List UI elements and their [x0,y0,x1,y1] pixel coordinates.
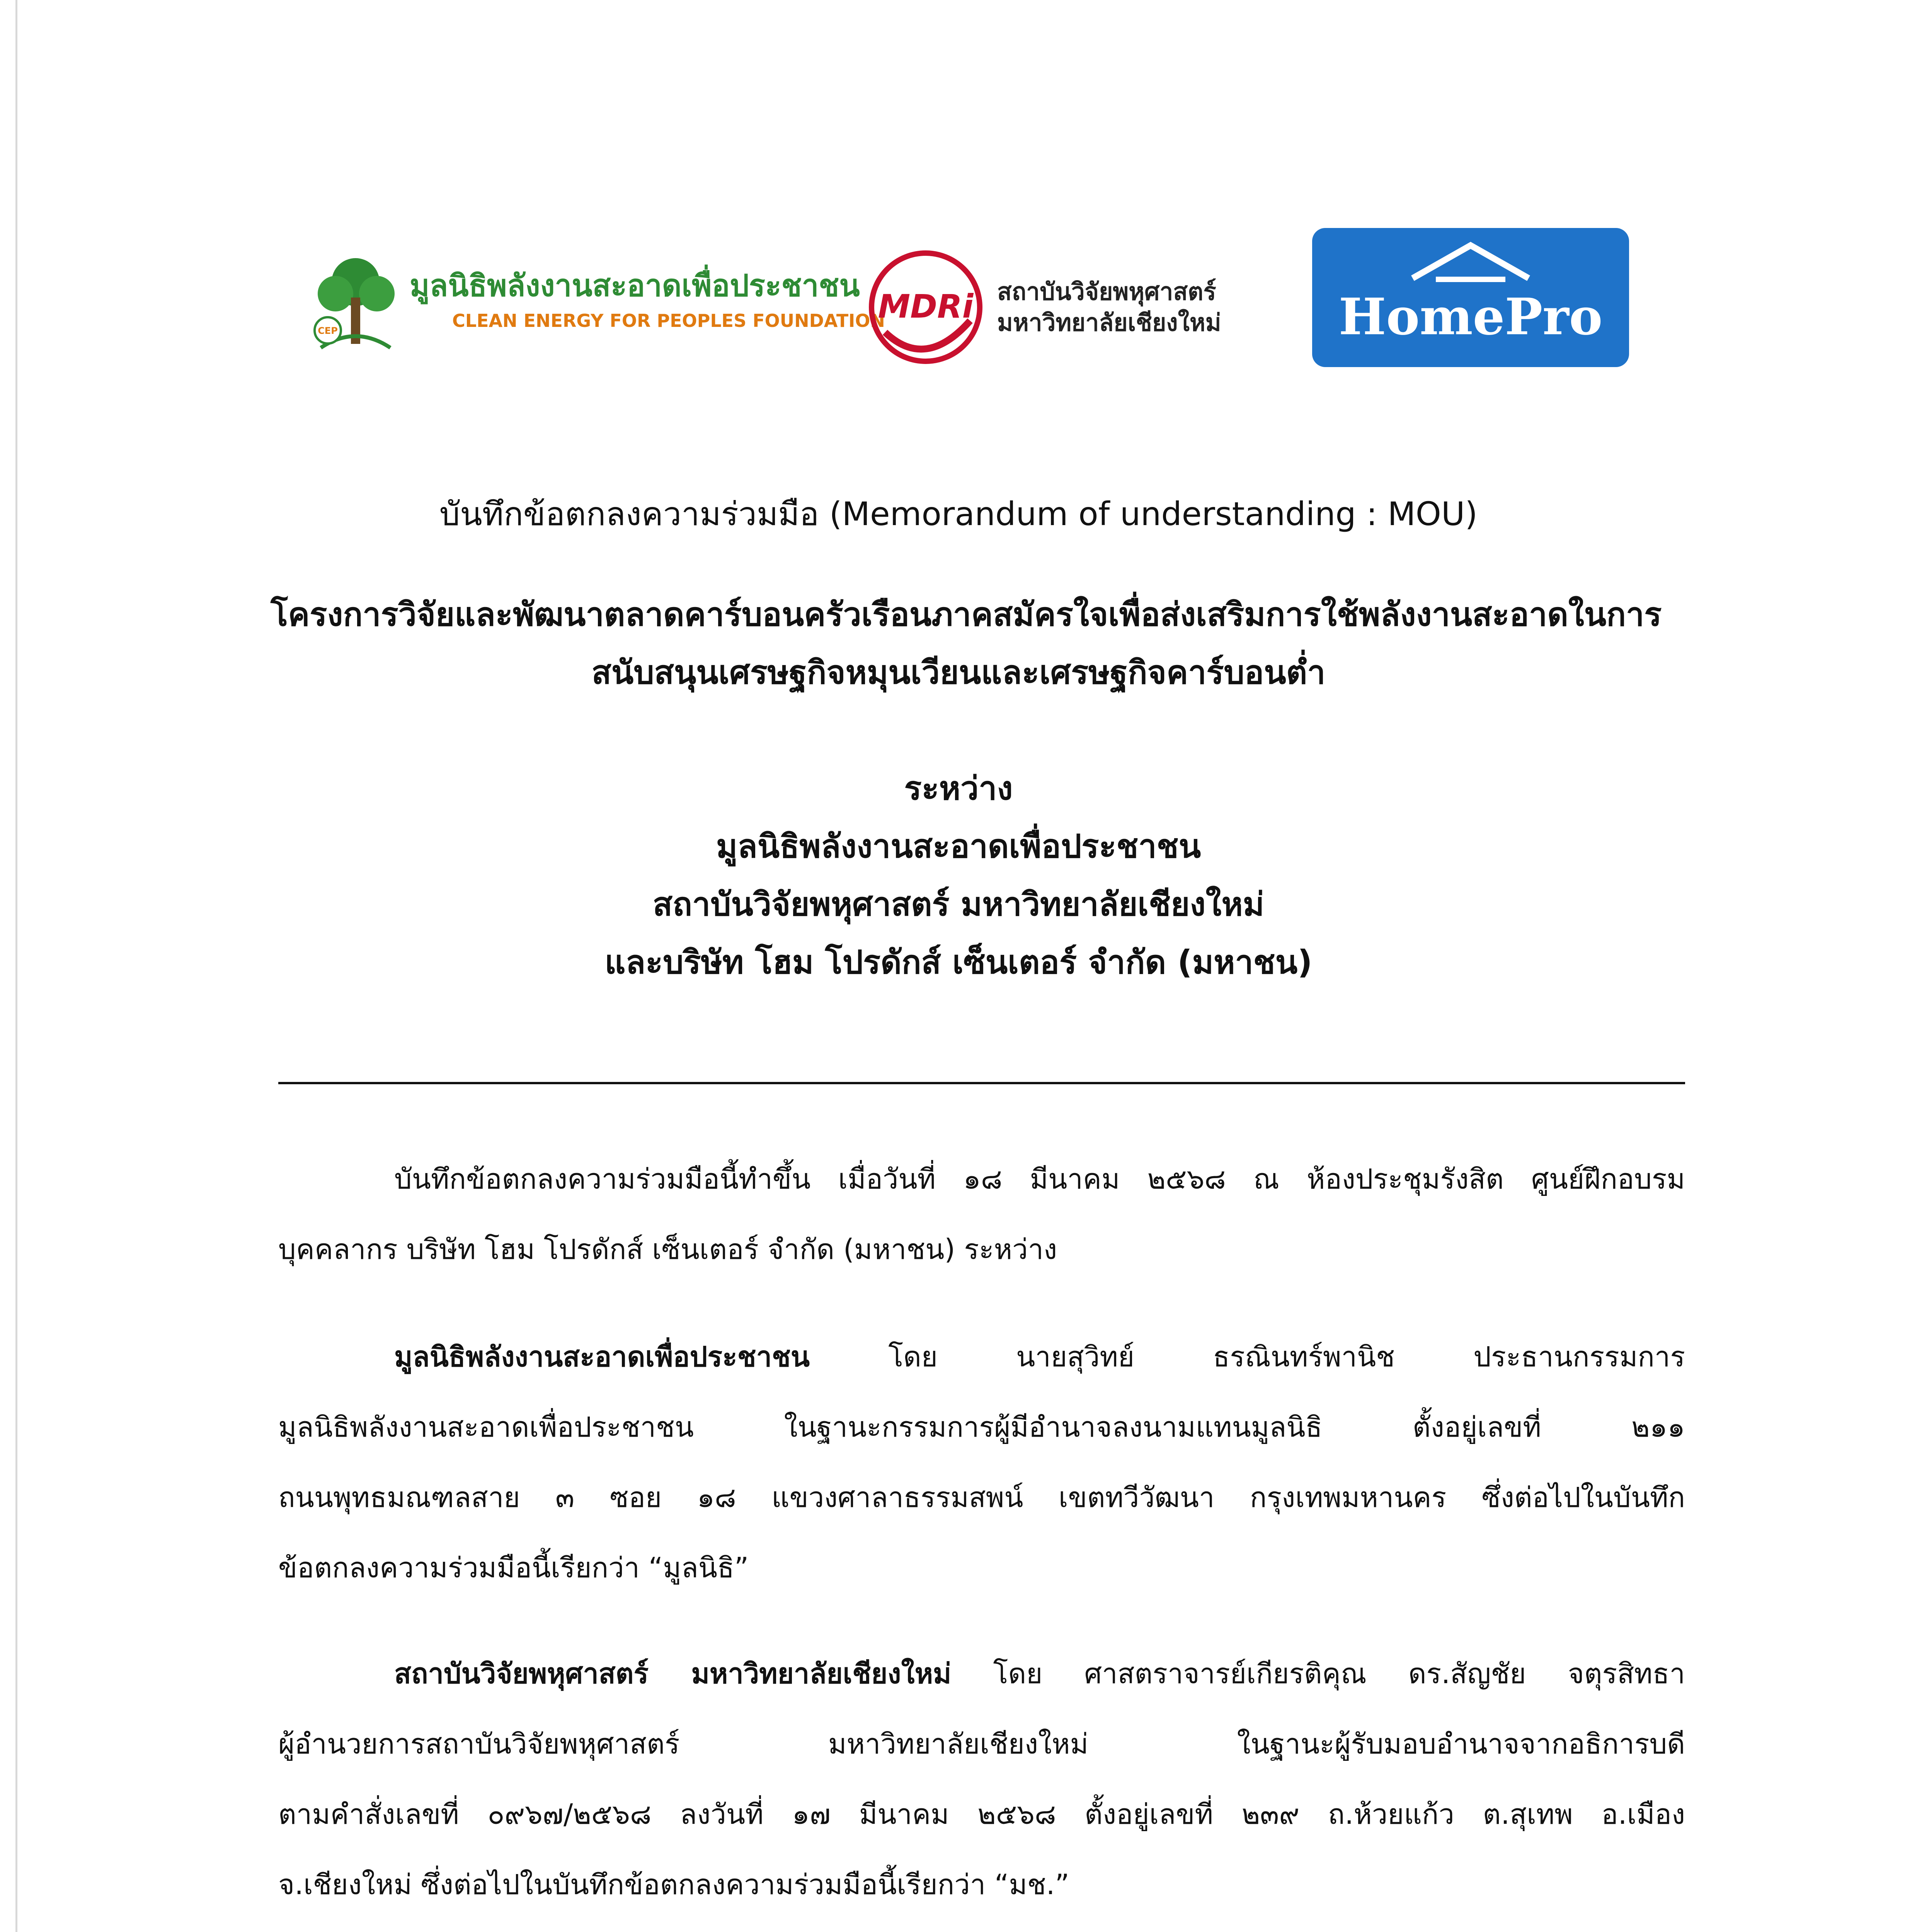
cep-logo [305,251,885,367]
party-mdri-line-4: จ.เชียงใหม่ ซึ่งต่อไปในบันทึกข้อตกลงความร่วมมือนี้เรียกว่า “มช.” [278,1868,1069,1901]
party-heading-3: และบริษัท โฮม โปรดักส์ เซ็นเตอร์ จำกัด (มหาชน) [604,943,1313,981]
mdri-name-line1: สถาบันวิจัยพหุศาสตร์ [997,277,1216,306]
party-heading-2: สถาบันวิจัยพหุศาสตร์ มหาวิทยาลัยเชียงใหม่ [652,885,1265,923]
cep-name-en: CLEAN ENERGY FOR PEOPLES FOUNDATION [452,310,885,331]
project-title-line1: โครงการวิจัยและพัฒนาตลาดคาร์บอนครัวเรือนภาคสมัครใจเพื่อส่งเสริมการใช้พลังงานสะอาดในการ [271,595,1662,633]
homepro-logo [1312,228,1629,367]
party-mdri-line1-rest: โดย ศาสตราจารย์เกียรติคุณ ดร.สัญชัย จตุรสิทธา [951,1657,1685,1690]
intro-line-2: บุคคลากร บริษัท โฮม โปรดักส์ เซ็นเตอร์ จำกัด (มหาชน) ระหว่าง [278,1233,1057,1265]
party-mdri-paragraph [278,1638,1685,1920]
document-title: บันทึกข้อตกลงความร่วมมือ (Memorandum of understanding : MOU) [439,495,1478,533]
house-roof-icon [1409,240,1532,286]
party-mdri-line-3: ตามคำสั่งเลขที่ ๐๙๖๗/๒๕๖๘ ลงวันที่ ๑๗ มีนาคม ๒๕๖๘ ตั้งอยู่เลขที่ ๒๓๙ ถ.ห้วยแก้ว ต.สุเทพ อ.เมือง [278,1798,1685,1830]
intro-line-1: บันทึกข้อตกลงความร่วมมือนี้ทำขึ้น เมื่อวันที่ ๑๘ มีนาคม ๒๕๖๘ ณ ห้องประชุมรังสิต ศูนย์ฝึกอบรม [394,1163,1685,1195]
project-title-line2: สนับสนุนเศรษฐกิจหมุนเวียนและเศรษฐกิจคาร์บอนต่ำ [591,653,1326,691]
mdri-logo [862,243,1295,371]
party-cep-paragraph [278,1321,1685,1603]
party-mdri-name: สถาบันวิจัยพหุศาสตร์ มหาวิทยาลัยเชียงใหม่ [394,1657,952,1690]
mdri-mark-icon [862,243,993,371]
between-label: ระหว่าง [904,769,1013,807]
mdri-mark-text: MDRi [878,287,974,325]
party-cep-line-2: มูลนิธิพลังงานสะอาดเพื่อประชาชน ในฐานะกรรมการผู้มีอำนาจลงนามแทนมูลนิธิ ตั้งอยู่เลขที่ ๒๑๑ [278,1411,1685,1443]
homepro-wordmark: HomePro [1338,287,1603,346]
party-cep-line-3: ถนนพุทธมณฑลสาย ๓ ซอย ๑๘ แขวงศาลาธรรมสพน์ เขตทวีวัฒนา กรุงเทพมหานคร ซึ่งต่อไปในบันทึก [278,1481,1685,1514]
divider-rule [278,1082,1685,1084]
logo-row [0,228,1917,383]
mdri-name-line2: มหาวิทยาลัยเชียงใหม่ [997,308,1221,337]
party-cep-line-1 [278,1321,1685,1392]
cep-emblem-text: CEP [318,325,338,336]
cep-name-th: มูลนิธิพลังงานสะอาดเพื่อประชาชน [410,269,860,303]
party-mdri-line-2: ผู้อำนวยการสถาบันวิจัยพหุศาสตร์ มหาวิทยาลัยเชียงใหม่ ในฐานะผู้รับมอบอำนาจจากอธิการบดี [278,1728,1685,1760]
party-cep-name: มูลนิธิพลังงานสะอาดเพื่อประชาชน [394,1340,810,1373]
party-mdri-line-1 [278,1638,1685,1709]
party-cep-line-4: ข้อตกลงความร่วมมือนี้เรียกว่า “มูลนิธิ” [278,1551,749,1584]
intro-paragraph [278,1144,1685,1284]
party-cep-line1-rest: โดย นายสุวิทย์ ธรณินทร์พานิช ประธานกรรมการ [810,1340,1685,1373]
cep-tree-icon [305,251,406,367]
party-heading-1: มูลนิธิพลังงานสะอาดเพื่อประชาชน [716,827,1201,865]
